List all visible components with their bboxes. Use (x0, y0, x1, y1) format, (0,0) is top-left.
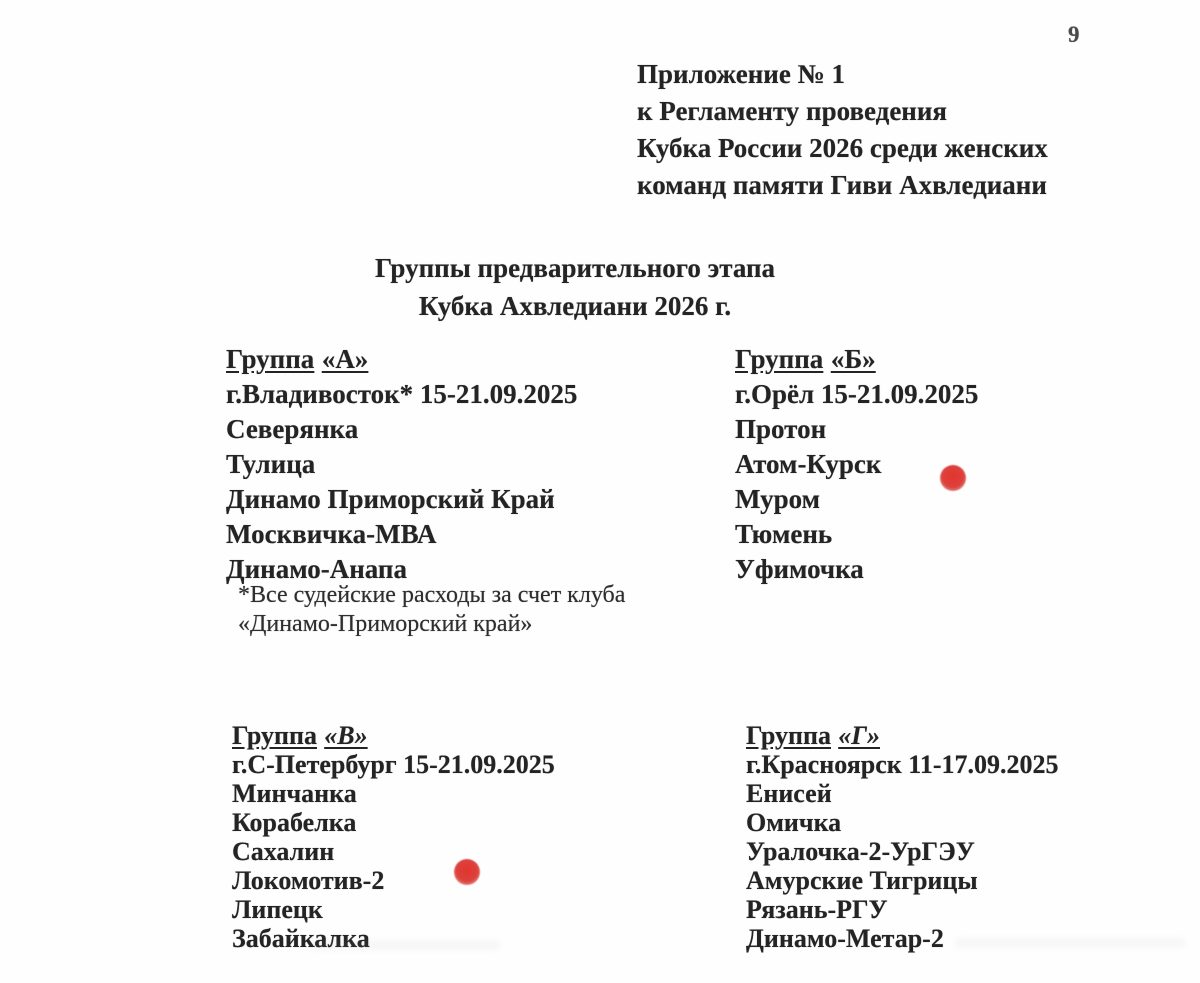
footnote-line: *Все судейские расходы за счет клуба (238, 582, 626, 608)
footnote-line: «Динамо-Приморский край» (238, 611, 533, 637)
group-heading-letter: «В» (324, 721, 368, 750)
team-name: Тюмень (735, 519, 833, 549)
document-title (280, 249, 870, 325)
referee-expenses-footnote (238, 581, 625, 639)
group-v-block (232, 721, 555, 953)
group-a-block (226, 342, 577, 587)
group-g-block (746, 721, 1058, 953)
team-name: Протон (735, 414, 827, 444)
group-b-block (735, 342, 978, 587)
appendix-header-line: команд памяти Гиви Ахвледиани (637, 170, 1047, 200)
scan-artifact (310, 940, 500, 950)
group-a-location: г.Владивосток* 15-21.09.2025 (226, 379, 578, 409)
group-g-heading (746, 721, 1058, 750)
group-v-location: г.С-Петербург 15-21.09.2025 (232, 750, 555, 779)
group-g-heading-underline (746, 721, 880, 750)
team-name: Муром (735, 484, 821, 514)
group-heading-letter: «А» (321, 344, 369, 374)
red-dot-marker (940, 465, 966, 491)
team-name: Локомотив-2 (232, 866, 385, 895)
group-b-heading-underline (735, 344, 876, 374)
team-name: Уфимочка (735, 554, 864, 584)
appendix-header-line: Приложение № 1 (637, 59, 845, 89)
group-heading-letter: «Б» (830, 344, 876, 374)
appendix-header-line: к Регламенту проведения (637, 96, 948, 126)
document-title-line: Группы предварительного этапа (374, 253, 776, 283)
team-name: Забайкалка (232, 924, 370, 953)
group-v-heading-underline (232, 721, 368, 750)
group-g-location: г.Красноярск 11-17.09.2025 (746, 750, 1059, 779)
appendix-header (637, 56, 1048, 204)
appendix-header-line: Кубка России 2026 среди женских (637, 133, 1048, 163)
team-name: Москвичка-МВА (226, 519, 437, 549)
team-name: Минчанка (232, 779, 357, 808)
team-name: Рязань-РГУ (746, 895, 888, 924)
group-v-heading (232, 721, 555, 750)
document-title-line: Кубка Ахвледиани 2026 г. (418, 291, 732, 321)
team-name: Липецк (232, 895, 323, 924)
page-number: 9 (1068, 22, 1080, 47)
group-a-heading (226, 342, 577, 377)
scan-artifact (955, 938, 1185, 948)
team-name: Атом-Курск (735, 449, 882, 479)
team-name: Енисей (746, 779, 832, 808)
group-heading-prefix: Группа (735, 344, 824, 374)
team-name: Динамо-Метар-2 (746, 924, 944, 953)
group-a-heading-underline (226, 344, 368, 374)
team-name: Динамо-Анапа (226, 554, 407, 584)
group-heading-prefix: Группа (232, 721, 317, 750)
group-heading-prefix: Группа (226, 344, 315, 374)
team-name: Амурские Тигрицы (746, 866, 978, 895)
team-name: Северянка (226, 414, 359, 444)
group-b-location: г.Орёл 15-21.09.2025 (735, 379, 979, 409)
team-name: Омичка (746, 808, 842, 837)
team-name: Уралочка-2-УрГЭУ (746, 837, 975, 866)
team-name: Корабелка (232, 808, 357, 837)
group-heading-prefix: Группа (746, 721, 831, 750)
team-name: Тулица (226, 449, 316, 479)
red-dot-marker (454, 859, 480, 885)
group-heading-letter: «Г» (838, 721, 880, 750)
team-name: Сахалин (232, 837, 335, 866)
team-name: Динамо Приморский Край (226, 484, 555, 514)
group-b-heading (735, 342, 978, 377)
